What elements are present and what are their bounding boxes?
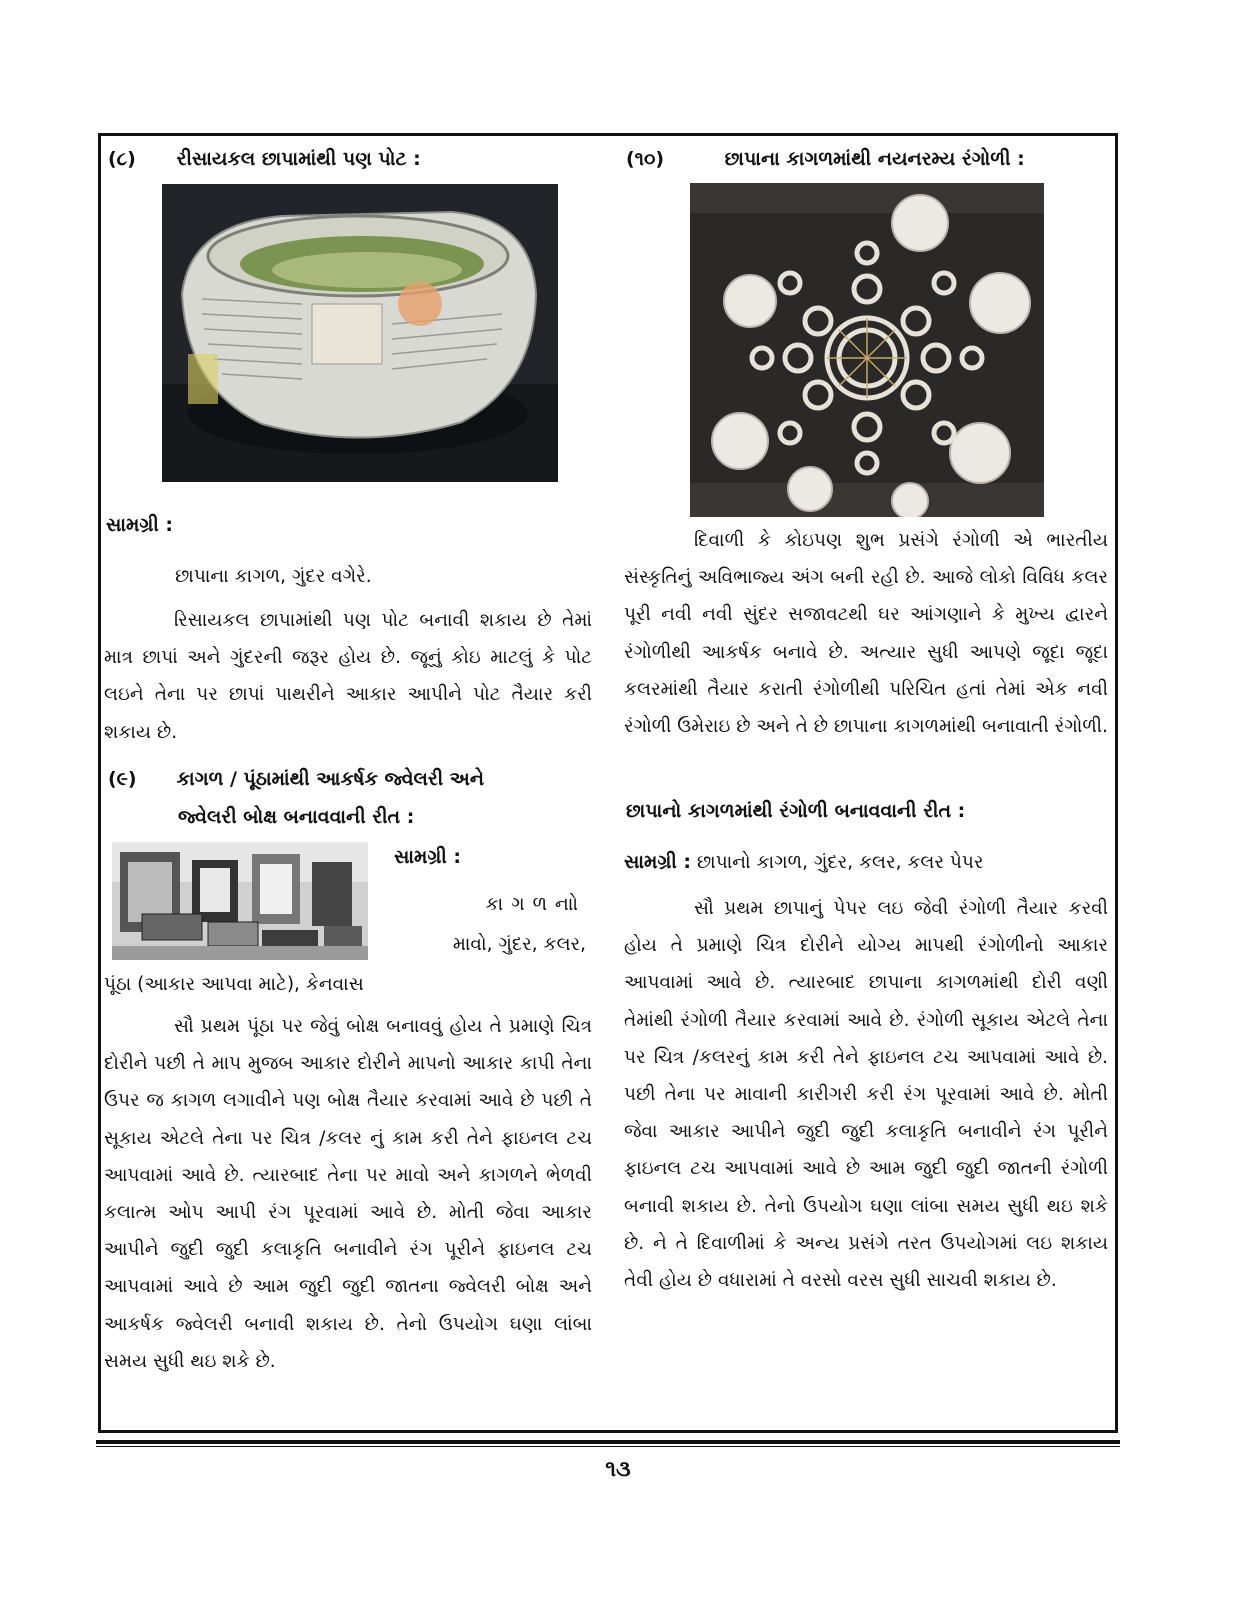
newspaper-pot-photo (162, 184, 558, 482)
rangoli-method-heading: છાપાનો કાગળમાંથી રંગોળી બનાવવાની રીત : (626, 800, 966, 822)
section-number: (૮) (108, 148, 136, 170)
section-8-body: રિસાયકલ છાપામાંથી પણ પોટ બનાવી શકાય છે તેમાં માત્ર છાપાં અને ગુંદરની જરૂર હોય છે. જૂનું કોઇ માટલું કે પોટ લઇને તેના પર છાપાં પાથરીને આકાર આપીને પોટ તૈયાર કરી શકાય છે. (104, 610, 592, 743)
section-9-samagri-line1: કાગળનાો (485, 894, 586, 915)
footer-rule-thin (96, 1446, 1120, 1447)
rangoli-samagri-label: સામગ્રી : (624, 851, 691, 873)
section-8-heading (108, 148, 421, 170)
jewellery-box-photo (112, 842, 368, 960)
section-number: (૯) (108, 768, 137, 790)
section-title: રીસાયકલ છાપામાંથી પણ પોટ : (176, 148, 421, 170)
section-9-heading-line2: જ્વેલરી બોક્ષ બનાવવાની રીત : (178, 806, 415, 828)
section-number: (૧૦) (626, 148, 665, 170)
rangoli-samagri (624, 844, 1108, 881)
page-number: ૧૩ (605, 1457, 631, 1482)
rangoli-samagri-text: છાપાનો કાગળ, ગુંદર, કલર, કલર પેપર (696, 852, 984, 873)
section-9-samagri-line2: માવો, ગુંદર, કલર, (452, 934, 586, 955)
footer-rule (96, 1440, 1120, 1444)
section-title: છાપાના કાગળમાંથી નયનરમ્ય રંગોળી : (724, 148, 1025, 170)
section-9-body: સૌ પ્રથમ પૂંઠા પર જેવું બોક્ષ બનાવવું હોય તે પ્રમાણે ચિત્ર દોરીને પછી તે માપ મુજબ આકાર દોરીને માપનો આકાર કાપી તેના ઉપર જ કાગળ લગાવીને પણ બોક્ષ તૈયાર કરવામાં આવે છે પછી તે સૂકાય એટલે તેના પર ચિત્ર /કલર નું કામ કરી તેને ફાઇનલ ટચ આપવામાં આવે છે. ત્યારબાદ તેના પર માવો અને કાગળને ભેળવી કલાત્મ ઓપ આપી રંગ પૂરવામાં આવે છે. મોતી જેવા આકાર આપીને જુદી જુદી કલાકૃતિ બનાવીને રંગ પૂરીને ફાઇનલ ટચ આપવામાં આવે છે આમ જુદી જુદી જાતના જ્વેલરી બોક્ષ અને આકર્ષક જ્વેલરી બનાવી શકાય છે. તેનો ઉપયોગ ઘણા લાંબા સમય સુધી થઇ શકે છે. (104, 1016, 592, 1372)
rangoli-intro: દિવાળી કે કોઇપણ શુભ પ્રસંગે રંગોળી એ ભારતીય સંસ્કૃતિનું અવિભાજ્ય અંગ બની રહી છે. આજે લોકો વિવિધ કલર પૂરી નવી નવી સુંદર સજાવટથી ઘર આંગણાને કે મુખ્ય દ્વારને રંગોળીથી આકર્ષક બનાવે છે. અત્યાર સુધી આપણે જૂદા જૂદા કલરમાંથી તૈયાર કરાતી રંગોળીથી પરિચિત હતાં તેમાં એક નવી રંગોળી ઉમેરાઇ છે અને તે છે છાપાના કાગળમાંથી બનાવાતી રંગોળી. (624, 530, 1108, 738)
section-title-line1: કાગળ / પૂંઠામાંથી આકર્ષક જ્વેલરી અને (176, 768, 484, 790)
samagri-label: સામગ્રી : (106, 514, 173, 536)
section-10-heading (626, 148, 1025, 170)
section-9-samagri-label: સામગ્રી : (394, 846, 461, 868)
samagri-text: છાપાના કાગળ, ગુંદર વગેરે. (175, 566, 372, 587)
rangoli-body: સૌ પ્રથમ છાપાનું પેપર લઇ જેવી રંગોળી તૈયાર કરવી હોય તે પ્રમાણે ચિત્ર દોરીને યોગ્ય માપથી રંગોળીનો આકાર આપવામાં આવે છે. ત્યારબાદ છાપાના કાગળમાંથી દોરી વણી તેમાંથી રંગોળી તૈયાર કરવામાં આવે છે. રંગોળી સૂકાય એટલે તેના પર ચિત્ર /કલરનું કામ કરી તેને ફાઇનલ ટચ આપવામાં આવે છે. પછી તેના પર માવાની કારીગરી કરી રંગ પૂરવામાં આવે છે. મોતી જેવા આકાર આપીને જુદી જુદી કલાકૃતિ બનાવીને રંગ પૂરીને ફાઇનલ ટચ આપવામાં આવે છે આમ જુદી જુદી જાતની રંગોળી બનાવી શકાય છે. તેનો ઉપયોગ ઘણા લાંબા સમય સુધી થઇ શકે છે. ને તે દિવાળીમાં કે અન્ય પ્રસંગે તરત ઉપયોગમાં લઇ શકાય તેવી હોય છે વધારામાં તે વરસો વરસ સુધી સાચવી શકાય છે. (624, 898, 1108, 1292)
section-9-heading (108, 768, 484, 790)
rangoli-photo (690, 183, 1044, 517)
section-9-samagri-line3: પૂંઠા (આકાર આપવા માટે), કેનવાસ (104, 974, 364, 995)
